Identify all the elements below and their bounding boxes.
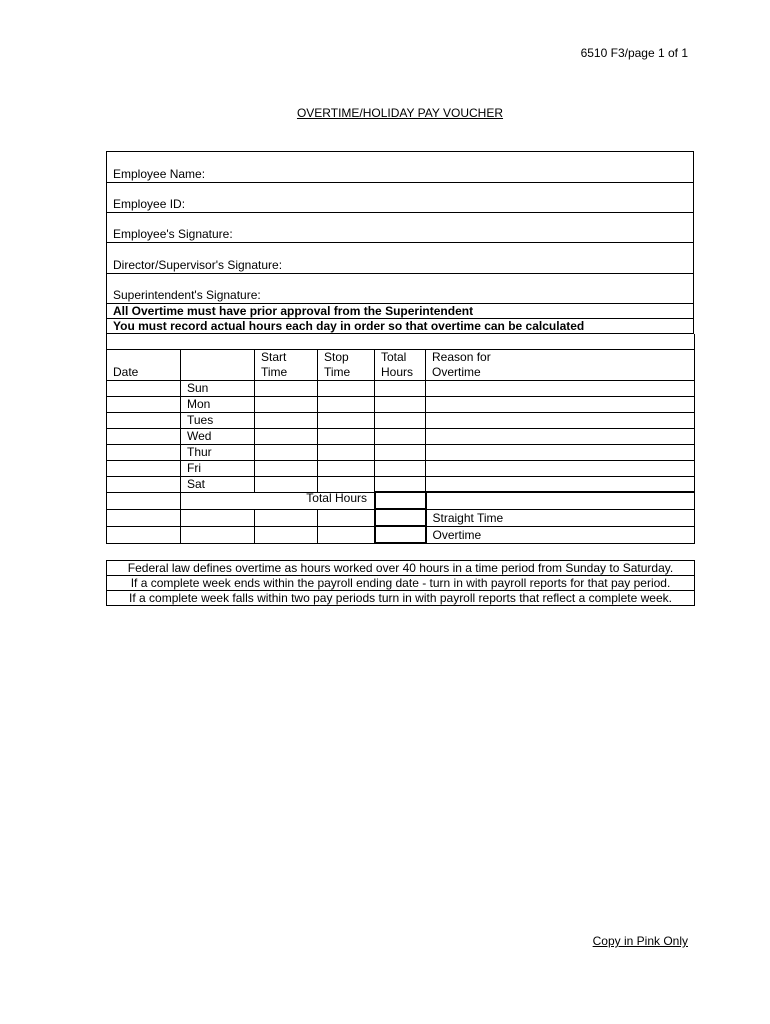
table-row xyxy=(107,444,695,460)
stop-cell[interactable] xyxy=(318,412,375,428)
total-line1: Total xyxy=(381,349,407,364)
law-note: If a complete week falls within two pay periods turn in with payroll reports that reflect a complete week. xyxy=(107,591,695,606)
start-cell[interactable] xyxy=(255,444,318,460)
date-cell[interactable] xyxy=(107,396,181,412)
stop-cell[interactable] xyxy=(318,444,375,460)
page-reference: 6510 F3/page 1 of 1 xyxy=(580,46,688,60)
reason-cell[interactable] xyxy=(426,380,695,396)
document-title: OVERTIME/HOLIDAY PAY VOUCHER xyxy=(296,106,504,120)
table-row xyxy=(107,460,695,476)
total-cell[interactable] xyxy=(375,380,426,396)
reason-cell[interactable] xyxy=(426,396,695,412)
hours-table xyxy=(106,334,695,544)
start-line2: Time xyxy=(261,364,288,379)
divider xyxy=(107,242,693,243)
employee-signature-field[interactable]: Employee's Signature: xyxy=(113,227,233,241)
straight-time-input[interactable] xyxy=(375,509,426,526)
table-row xyxy=(107,412,695,428)
day-cell: Thur xyxy=(181,444,255,460)
divider xyxy=(107,182,693,183)
stop-cell[interactable] xyxy=(318,380,375,396)
reason-cell[interactable] xyxy=(426,412,695,428)
law-note: If a complete week ends within the payroll ending date - turn in with payroll reports for that pay period. xyxy=(107,576,695,591)
stop-cell[interactable] xyxy=(318,428,375,444)
total-cell[interactable] xyxy=(375,460,426,476)
overtime-input[interactable] xyxy=(375,526,426,543)
reason-line1: Reason for xyxy=(432,349,491,364)
date-cell[interactable] xyxy=(107,460,181,476)
date-cell[interactable] xyxy=(107,412,181,428)
overtime-label: Overtime xyxy=(426,526,695,543)
reason-header xyxy=(426,349,695,380)
approval-note: All Overtime must have prior approval from the Superintendent xyxy=(113,304,474,318)
straight-time-label: Straight Time xyxy=(426,509,695,526)
straight-time-row xyxy=(107,509,695,526)
start-cell[interactable] xyxy=(255,396,318,412)
reason-cell[interactable] xyxy=(426,460,695,476)
reason-line2: Overtime xyxy=(432,364,481,379)
divider xyxy=(107,212,693,213)
day-cell: Fri xyxy=(181,460,255,476)
reason-cell[interactable] xyxy=(426,476,695,492)
overtime-row xyxy=(107,526,695,543)
stop-cell[interactable] xyxy=(318,396,375,412)
table-row xyxy=(107,476,695,492)
total-cell[interactable] xyxy=(375,396,426,412)
stop-time-header xyxy=(318,349,375,380)
date-cell[interactable] xyxy=(107,380,181,396)
table-row xyxy=(107,428,695,444)
record-hours-note: You must record actual hours each day in order so that overtime can be calculated xyxy=(113,319,585,333)
reason-cell[interactable] xyxy=(426,428,695,444)
law-note-row xyxy=(107,591,695,606)
day-cell: Tues xyxy=(181,412,255,428)
copy-in-pink-note: Copy in Pink Only xyxy=(592,934,688,948)
table-header-row xyxy=(107,349,695,380)
superintendent-signature-field[interactable]: Superintendent's Signature: xyxy=(113,288,261,302)
start-cell[interactable] xyxy=(255,428,318,444)
stop-cell[interactable] xyxy=(318,476,375,492)
total-hours-input[interactable] xyxy=(375,492,426,509)
date-header: Date xyxy=(107,349,181,380)
employee-name-field[interactable]: Employee Name: xyxy=(113,167,206,181)
employee-id-field[interactable]: Employee ID: xyxy=(113,197,186,211)
divider xyxy=(107,273,693,274)
table-row xyxy=(107,380,695,396)
law-note-row xyxy=(107,561,695,576)
reason-cell[interactable] xyxy=(426,444,695,460)
date-cell[interactable] xyxy=(107,444,181,460)
start-time-header xyxy=(255,349,318,380)
start-cell[interactable] xyxy=(255,412,318,428)
date-cell[interactable] xyxy=(107,428,181,444)
total-hours-row xyxy=(107,492,695,509)
total-cell[interactable] xyxy=(375,428,426,444)
day-cell: Sat xyxy=(181,476,255,492)
start-cell[interactable] xyxy=(255,460,318,476)
total-cell[interactable] xyxy=(375,412,426,428)
table-spacer-row xyxy=(107,334,695,349)
total-cell[interactable] xyxy=(375,444,426,460)
total-line2: Hours xyxy=(381,364,414,379)
total-hours-label: Total Hours xyxy=(306,491,367,505)
employee-info-box xyxy=(106,151,694,334)
law-note-row xyxy=(107,576,695,591)
total-hours-header xyxy=(375,349,426,380)
date-cell[interactable] xyxy=(107,476,181,492)
federal-law-notes xyxy=(106,560,695,606)
law-note: Federal law defines overtime as hours worked over 40 hours in a time period from Sunday to Saturday. xyxy=(107,561,695,576)
table-row xyxy=(107,396,695,412)
start-line1: Start xyxy=(261,349,287,364)
day-header xyxy=(181,349,255,380)
start-cell[interactable] xyxy=(255,476,318,492)
day-cell: Wed xyxy=(181,428,255,444)
director-signature-field[interactable]: Director/Supervisor's Signature: xyxy=(113,258,283,272)
day-cell: Sun xyxy=(181,380,255,396)
stop-line2: Time xyxy=(324,364,351,379)
start-cell[interactable] xyxy=(255,380,318,396)
stop-cell[interactable] xyxy=(318,460,375,476)
day-cell: Mon xyxy=(181,396,255,412)
total-cell[interactable] xyxy=(375,476,426,492)
stop-line1: Stop xyxy=(324,349,349,364)
